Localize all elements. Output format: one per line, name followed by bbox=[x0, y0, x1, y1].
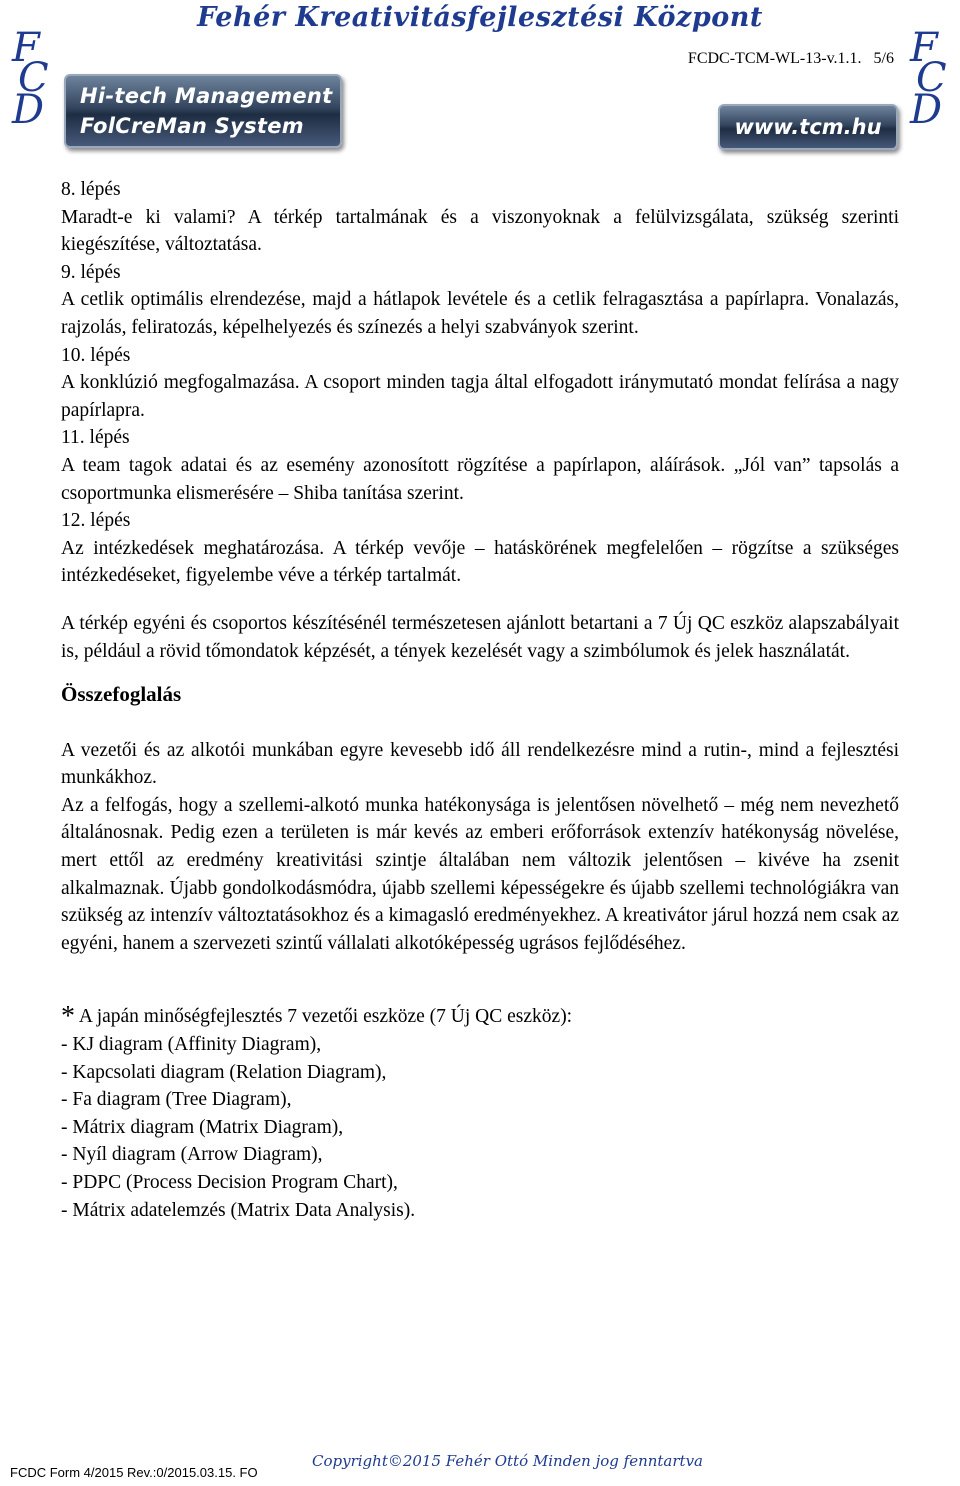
step-label: 10. lépés bbox=[61, 344, 131, 366]
tools-intro bbox=[61, 1003, 899, 1031]
tools-intro-text: A japán minőségfejlesztés 7 vezetői eszköze (7 Új QC eszköz): bbox=[78, 1006, 573, 1028]
step-text: Az intézkedések meghatározása. A térkép vevője – hatáskörének megfelelően – rögzítse a szükséges intézkedéseket, figyelembe véve a térkép tartalmát. bbox=[61, 537, 899, 587]
step-text: Maradt-e ki valami? A térkép tartalmának és a viszonyoknak a felülvizsgálata, szükség szerinti kiegészítése, változtatása. bbox=[61, 206, 899, 256]
monogram-letter: C bbox=[18, 55, 49, 101]
monogram-letter: D bbox=[910, 87, 943, 133]
monogram-right bbox=[902, 25, 956, 158]
document-id bbox=[688, 50, 894, 68]
step-text: A konklúzió megfogalmazása. A csoport minden tagja által elfogadott iránymutató mondat felírása a nagy papírlapra. bbox=[61, 372, 899, 421]
center-title: Fehér Kreativitásfejlesztési Központ bbox=[197, 2, 763, 33]
page-number: 5/6 bbox=[873, 50, 894, 67]
doc-code: FCDC-TCM-WL-13-v.1.1. bbox=[687, 50, 862, 67]
summary-paragraph-2: Az a felfogás, hogy a szellemi-alkotó munka hatékonysága is jelentősen növelhető – még nem nevezhető általánosnak. Pedig ezen a területen is már kevés az emberi erőforrások extenzív hatékonyság növelése, mert ettől az eredmény kreativitási szintje általában nem változik jelentősen – kivéve ha zsenit alkalmaznak. Újabb gondolkodásmódra, újabb szellemi képességekre és újabb szellemi technológiákra van szükség az intenzív változtatásokhoz és a kimagasló eredményekhez. A kreativátor járul hozzá nem csak az egyéni, hanem a szervezeti szintű vállalati alkotóképesség ugrásos fejlődéséhez. bbox=[61, 794, 899, 954]
logo-line-2: FolCreMan System bbox=[80, 114, 304, 138]
monogram-letter: C bbox=[916, 55, 947, 101]
monogram-left bbox=[4, 25, 58, 158]
qc-paragraph: A térkép egyéni és csoportos készítésénél természetesen ajánlott betartani a 7 Új QC eszköz alapszabályait is, például a rövid tőmondatok képzését, a tények kezelését vagy a szimbólumok és jelek használatát. bbox=[61, 612, 899, 662]
document-body bbox=[61, 176, 899, 1224]
asterisk: * bbox=[61, 1001, 75, 1033]
logo-line-1: Hi-tech Management bbox=[80, 84, 333, 108]
hitech-management-logo bbox=[64, 74, 342, 148]
copyright-footer: Copyright©2015 Fehér Ottó Minden jog fenntartva bbox=[312, 1452, 703, 1470]
monogram-letter: F bbox=[12, 25, 40, 71]
list-item: - KJ diagram (Affinity Diagram), bbox=[61, 1034, 322, 1056]
qc-tools-list bbox=[61, 1003, 899, 1224]
monogram-letter: D bbox=[12, 87, 45, 133]
form-footer: FCDC Form 4/2015 Rev.:0/2015.03.15. FO bbox=[10, 1465, 258, 1480]
step-label: 8. lépés bbox=[61, 179, 121, 200]
monogram-letter: F bbox=[910, 25, 938, 71]
summary-heading: Összefoglalás bbox=[61, 682, 182, 707]
step-text: A team tagok adatai és az esemény azonosított rögzítése a papírlapon, aláírások. „Jól van” tapsolás a csoportmunka elismerésére – Shiba tanítása szerint. bbox=[61, 454, 899, 504]
list-item: - PDPC (Process Decision Program Chart), bbox=[61, 1172, 398, 1193]
step-label: 9. lépés bbox=[61, 261, 121, 283]
list-item: - Mátrix adatelemzés (Matrix Data Analysis). bbox=[61, 1199, 416, 1221]
step-label: 12. lépés bbox=[61, 510, 131, 532]
step-text: A cetlik optimális elrendezése, majd a hátlapok levétele és a cetlik felragasztása a papírlapra. Vonalazás, rajzolás, feliratozás, képelhelyezés és színezés a helyi szabványok szerint. bbox=[61, 289, 899, 338]
summary-paragraph-1: A vezetői és az alkotói munkában egyre kevesebb idő áll rendelkezésre mind a rutin-, mind a fejlesztési munkákhoz. bbox=[61, 739, 899, 789]
website-logo: www.tcm.hu bbox=[718, 104, 898, 150]
list-item: - Mátrix diagram (Matrix Diagram), bbox=[61, 1116, 344, 1138]
list-item: - Nyíl diagram (Arrow Diagram), bbox=[61, 1144, 323, 1166]
step-label: 11. lépés bbox=[61, 427, 130, 449]
list-item: - Kapcsolati diagram (Relation Diagram), bbox=[61, 1061, 387, 1083]
list-item: - Fa diagram (Tree Diagram), bbox=[61, 1089, 292, 1111]
